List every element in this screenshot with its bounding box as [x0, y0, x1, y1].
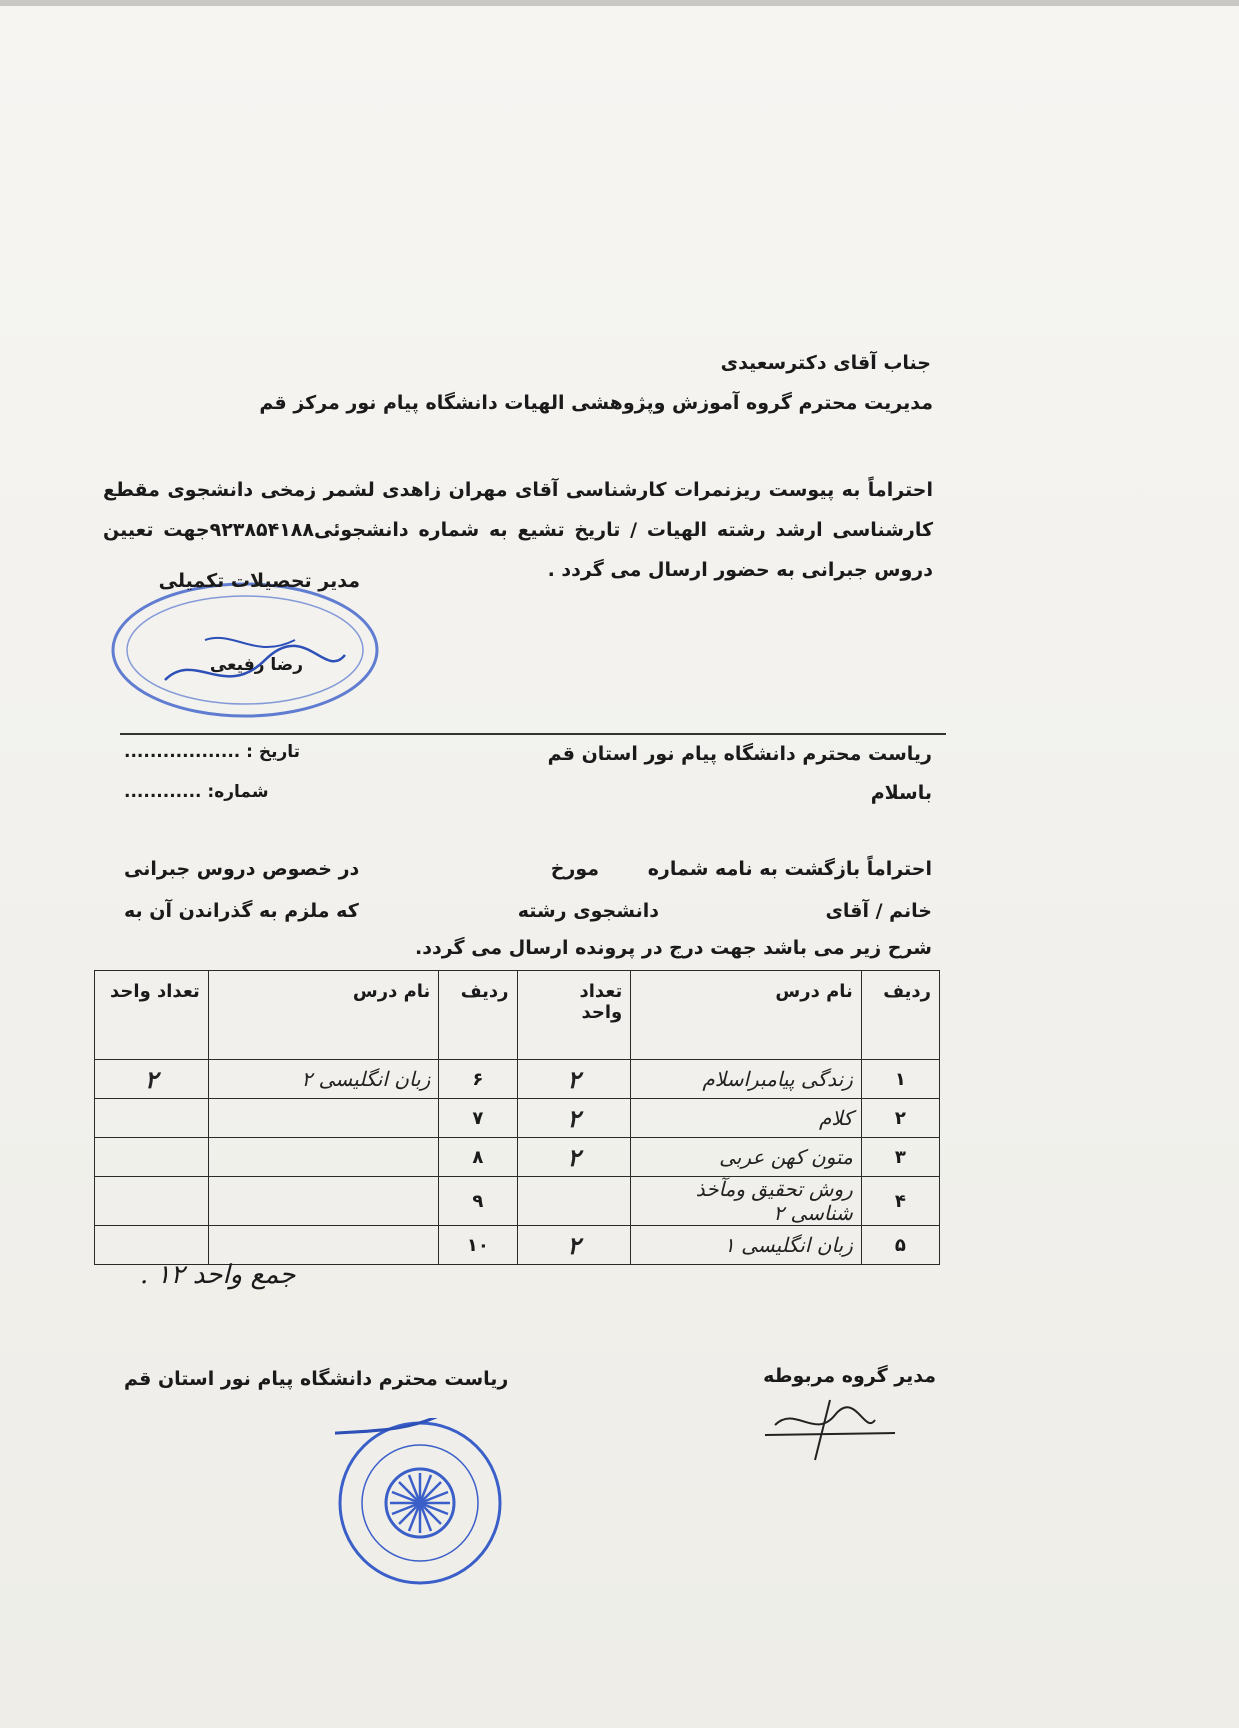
- presidency-signature-label: ریاست محترم دانشگاه پیام نور استان قم: [124, 1368, 509, 1390]
- reply-line1-start: احتراماً بازگشت به نامه شماره: [647, 858, 932, 880]
- header-course-name-2: نام درس: [208, 971, 439, 1060]
- group-manager-label: مدیر گروه مربوطه: [763, 1365, 936, 1387]
- header-units-2: تعداد واحد: [95, 971, 209, 1060]
- letter-body: احتراماً به پیوست ریزنمرات کارشناسی آقای مهران زاهدی لشمر زمخی دانشجوی مقطع کارشناسی ارشد رشته الهیات / تاریخ تشیع به شماره دانشجوئی۹۲۳۸۵۴۱۸۸جهت تعیین دروس جبرانی به حضور ارسال می گردد .: [103, 479, 934, 581]
- date-field: تاریخ : ..................: [124, 742, 301, 762]
- table-row: ۵ زبان انگلیسی ۱ ۲ ۱۰: [95, 1226, 940, 1265]
- university-round-stamp-icon: [335, 1418, 505, 1588]
- reply-addressee: ریاست محترم دانشگاه پیام نور استان قم: [547, 743, 932, 765]
- total-units-note: جمع واحد ۱۲ .: [140, 1260, 296, 1290]
- table-row: ۴ روش تحقیق ومآخذ شناسی ۲ ۹: [95, 1177, 940, 1226]
- group-manager-signature-icon: [755, 1395, 905, 1465]
- table-row: ۱ زندگی پیامبراسلام ۲ ۶ زبان انگلیسی ۲ ۲: [95, 1060, 940, 1099]
- reply-line2-end: که ملزم به گذراندن آن به: [124, 900, 359, 922]
- header-units: تعداد واحد: [517, 971, 631, 1060]
- table-header-row: [95, 971, 940, 1060]
- header-row-number: ردیف: [861, 971, 939, 1060]
- table-row: ۳ متون کهن عربی ۲ ۸: [95, 1138, 940, 1177]
- reply-line2-start: خانم / آقای: [825, 900, 932, 922]
- reply-line1-dated: مورخ: [550, 858, 599, 880]
- reply-line2-field: دانشجوی رشته: [517, 900, 659, 922]
- scan-edge: [0, 0, 1239, 6]
- reply-line1-end: در خصوص دروس جبرانی: [124, 858, 360, 880]
- header-row-number-2: ردیف: [439, 971, 517, 1060]
- salutation: جناب آقای دکترسعیدی: [720, 352, 931, 374]
- courses-table: [94, 970, 940, 1265]
- signatory-title: مدیر تحصیلات تکمیلی: [158, 570, 360, 592]
- reply-line3: شرح زیر می باشد جهت درج در پرونده ارسال می گردد.: [415, 937, 932, 959]
- signatory-name: رضا رفیعی: [209, 655, 303, 675]
- graduate-office-signature-block: [105, 570, 395, 740]
- addressee: مدیریت محترم گروه آموزش وپژوهشی الهیات دانشگاه پیام نور مرکز قم: [259, 392, 933, 414]
- reply-greeting: باسلام: [870, 782, 932, 804]
- table-row: ۲ کلام ۲ ۷: [95, 1099, 940, 1138]
- header-course-name: نام درس: [631, 971, 862, 1060]
- number-field: شماره: ............: [124, 782, 269, 802]
- section-divider: [120, 733, 946, 735]
